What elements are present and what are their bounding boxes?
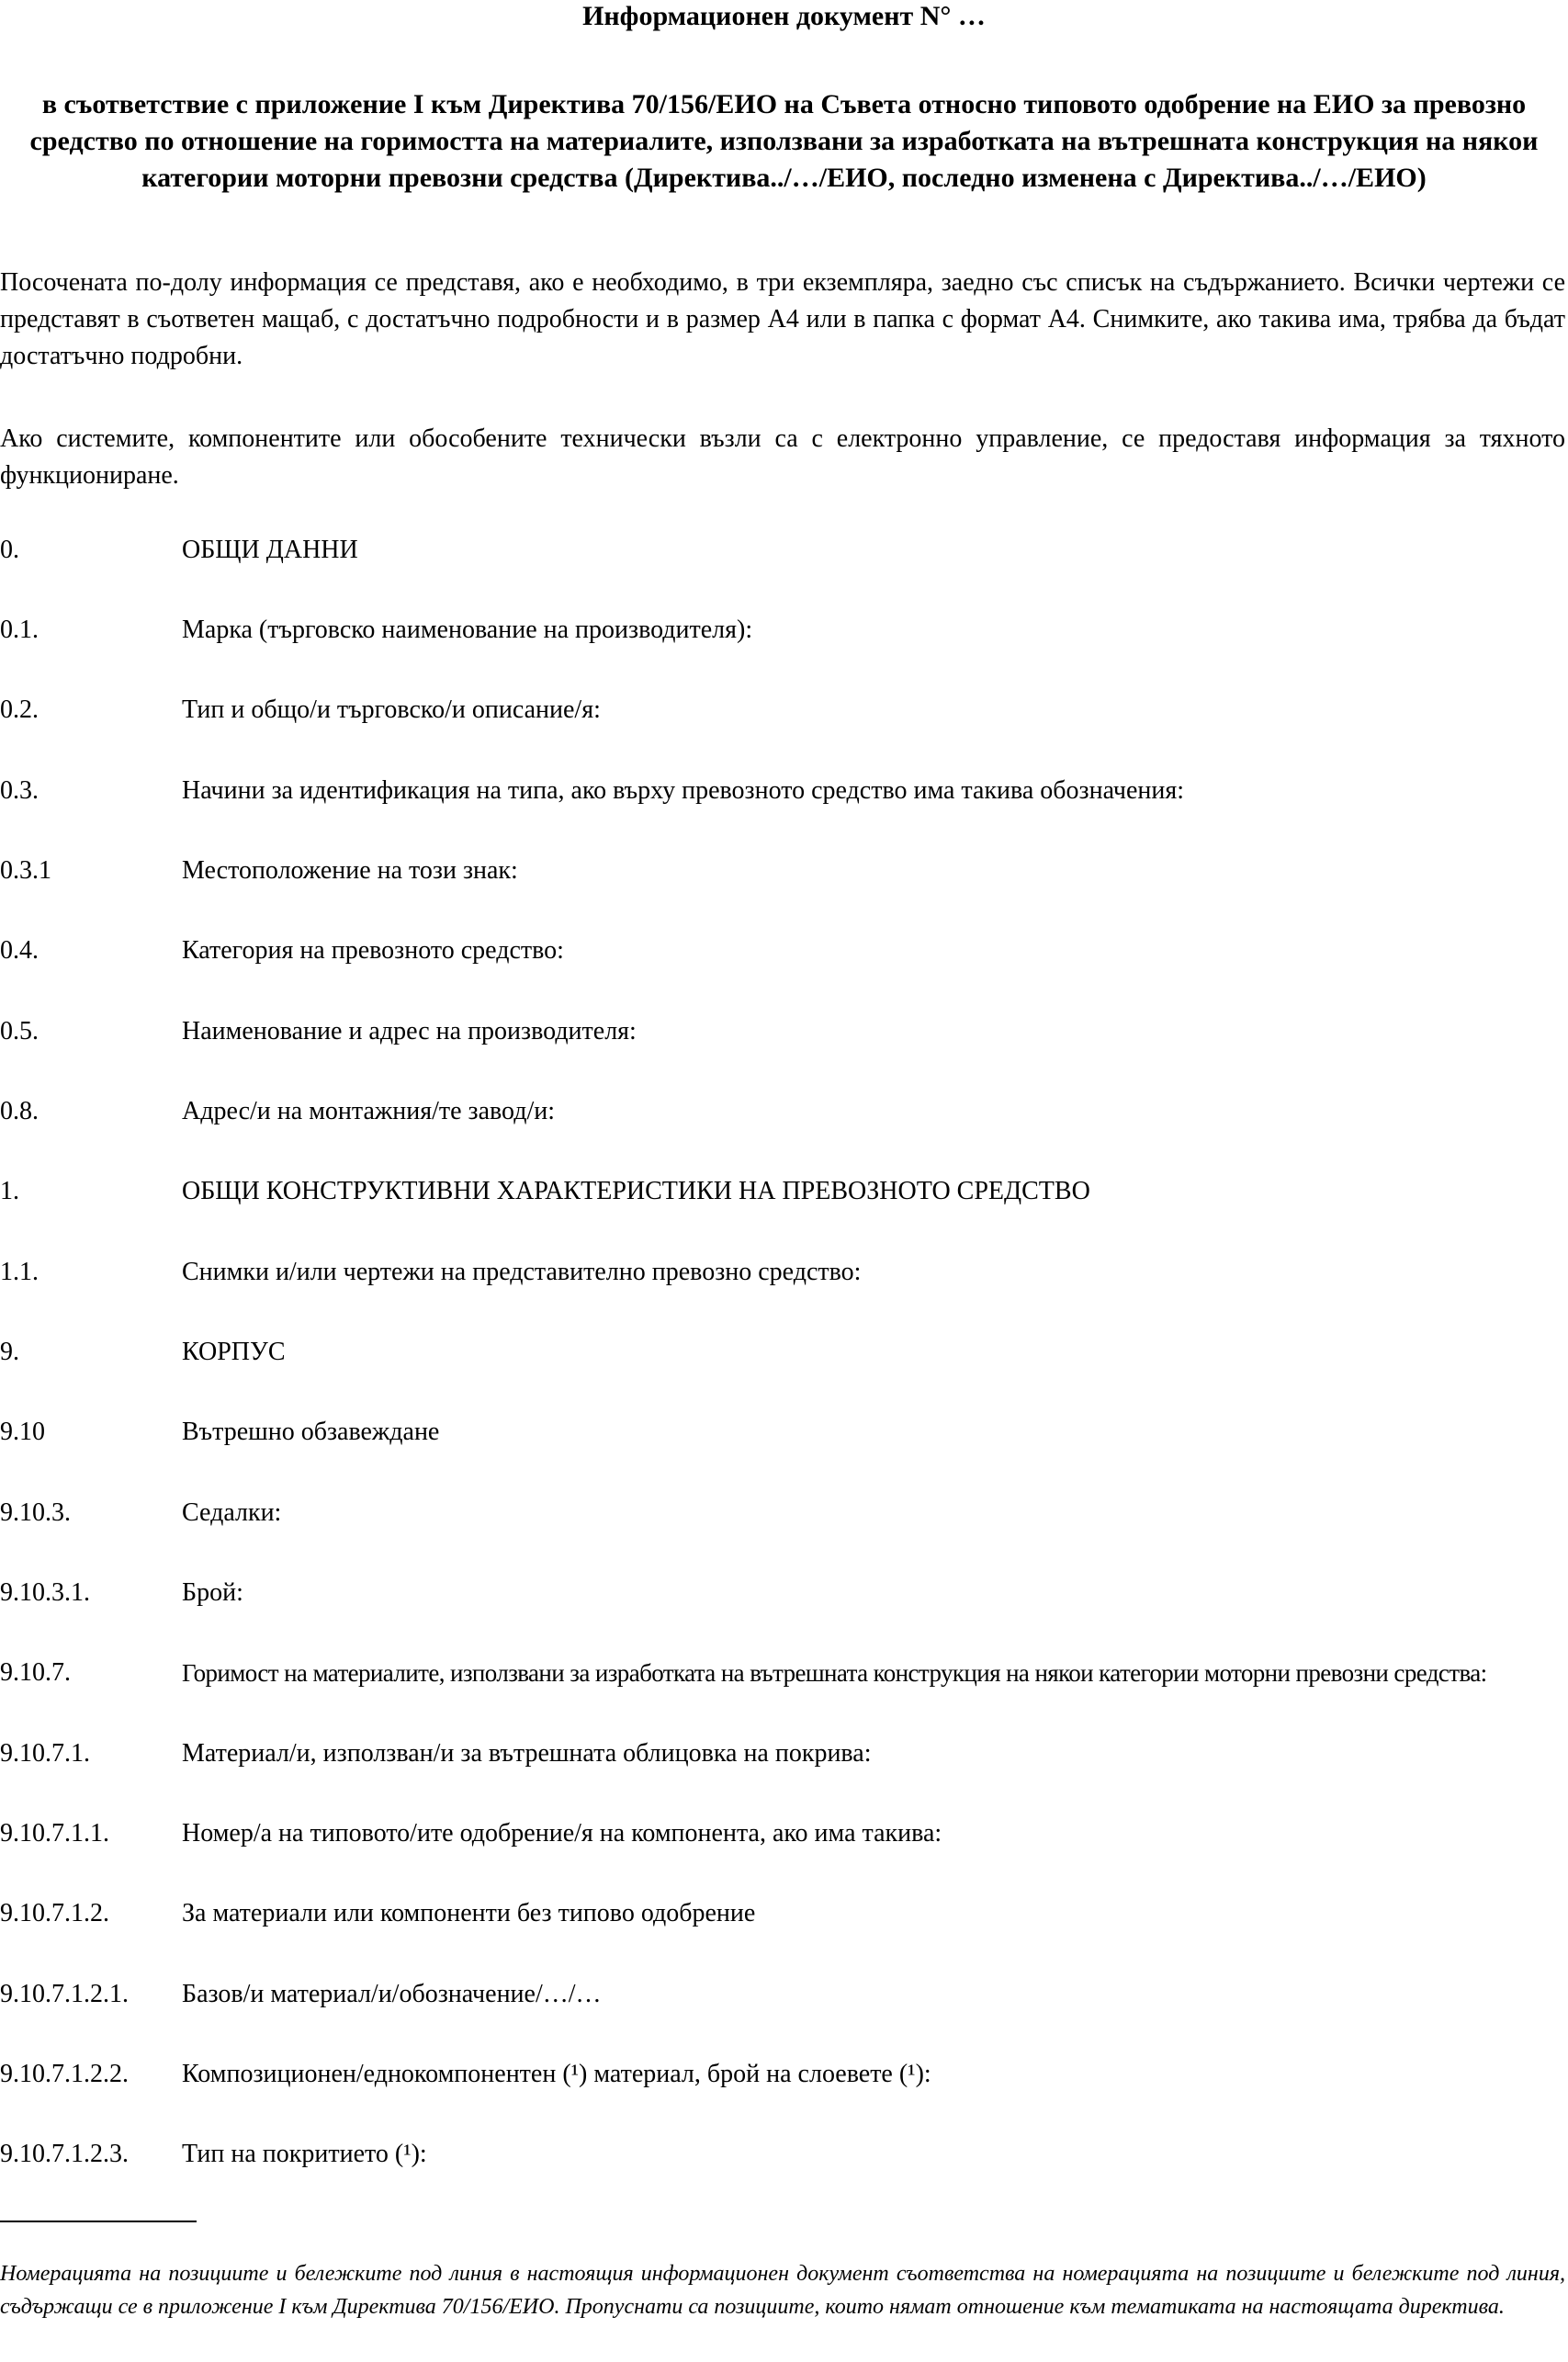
list-item [0, 1735, 1568, 1772]
item-text: Начини за идентификация на типа, ако върху превозното средство има такива обозначения: [182, 776, 1185, 805]
item-number: 1.1. [0, 1258, 39, 1286]
list-item [0, 932, 1568, 969]
list-item [0, 2056, 1568, 2093]
item-text: КОРПУС [182, 1338, 286, 1366]
intro-paragraph: Посочената по-долу информация се представя, ако е необходимо, в три екземпляра, заедно със списък на съдържанието. Всички чертежи се представят в съответен мащаб, с достатъчно подробности и в размер А4 или в папка с формат А4. Снимките, ако такива има, трябва да бъдат достатъчно подробни. [0, 268, 1565, 370]
list-item [0, 612, 1568, 649]
item-number: 9.10.7.1.2.3. [0, 2140, 129, 2168]
item-number: 9.10.7.1.2.1. [0, 1980, 129, 2008]
list-item [0, 2136, 1568, 2173]
footnote-divider [0, 2221, 197, 2222]
footnote-text: Номерацията на позициите и бележките под линия в настоящия информационен документ съответства на номерацията на позициите и бележките под линия, съдържащи се в приложение I към Директива 70/156/ЕИО. Пропуснати са позициите, които нямат отношение към тематиката на настоящата директива. [0, 2262, 1565, 2319]
list-item [0, 1254, 1568, 1291]
list-item [0, 692, 1568, 729]
document-title: Информационен документ N° … [582, 1, 986, 31]
item-number: 0. [0, 536, 19, 564]
item-number: 0.3.1 [0, 856, 51, 885]
list-item [0, 532, 1568, 569]
electronic-control-paragraph: Ако системите, компонентите или обособените технически възли са с електронно управление, се предоставя информация за тяхното функциониране. [0, 424, 1565, 490]
item-text: Марка (търговско наименование на производителя): [182, 616, 753, 644]
item-text: Тип и общо/и търговско/и описание/я: [182, 695, 601, 724]
list-item [0, 1575, 1568, 1611]
item-number: 9.10.7.1.2. [0, 1899, 109, 1927]
item-text: Базов/и материал/и/обозначение/…/… [182, 1980, 602, 2008]
item-number: 0.1. [0, 616, 39, 644]
document-subtitle: в съответствие с приложение I към Директива 70/156/ЕИО на Съвета относно типовото одобрение на ЕИО за превозно средство по отношение на горимостта на материалите, използвани за изработката на вътрешната конструкция на някои категории моторни превозни средства (Директива../…/ЕИО, последно изменена с Директива../…/ЕИО) [29, 89, 1539, 193]
item-text: Адрес/и на монтажния/те завод/и: [182, 1097, 556, 1125]
list-item [0, 1495, 1568, 1531]
item-number: 0.2. [0, 695, 39, 724]
list-item [0, 1093, 1568, 1130]
item-text: Местоположение на този знак: [182, 856, 518, 885]
item-text: Брой: [182, 1578, 243, 1607]
list-item [0, 853, 1568, 889]
item-text: Вътрешно обзавеждане [182, 1418, 440, 1446]
item-number: 0.3. [0, 776, 39, 805]
list-item [0, 773, 1568, 809]
item-text: Номер/а на типовото/ите одобрение/я на компонента, ако има такива: [182, 1819, 942, 1848]
item-number: 0.8. [0, 1097, 39, 1125]
item-number: 9.10.7.1. [0, 1739, 90, 1768]
item-text: Горимост на материалите, използвани за изработката на вътрешната конструкция на някои категории моторни превозни средства: [182, 1659, 1487, 1687]
item-text: ОБЩИ КОНСТРУКТИВНИ ХАРАКТЕРИСТИКИ НА ПРЕВОЗНОТО СРЕДСТВО [182, 1177, 1090, 1205]
item-text: ОБЩИ ДАННИ [182, 536, 358, 564]
list-item [0, 1655, 1568, 1691]
item-number: 9.10.3. [0, 1498, 71, 1527]
item-text: Наименование и адрес на производителя: [182, 1017, 637, 1045]
item-number: 9.10 [0, 1418, 45, 1446]
item-number: 9.10.7.1.1. [0, 1819, 109, 1848]
list-item [0, 1895, 1568, 1932]
list-item [0, 1976, 1568, 2013]
item-text: За материали или компоненти без типово одобрение [182, 1899, 756, 1927]
list-item [0, 1414, 1568, 1451]
item-text: Тип на покритието (¹): [182, 2140, 427, 2168]
item-number: 0.5. [0, 1017, 39, 1045]
list-item [0, 1173, 1568, 1210]
item-number: 9.10.7.1.2.2. [0, 2060, 129, 2088]
item-text: Снимки и/или чертежи на представително превозно средство: [182, 1258, 862, 1286]
list-item [0, 1013, 1568, 1050]
item-text: Категория на превозното средство: [182, 936, 564, 965]
item-number: 9.10.3.1. [0, 1578, 90, 1607]
list-item [0, 1334, 1568, 1371]
item-text: Материал/и, използван/и за вътрешната облицовка на покрива: [182, 1739, 872, 1768]
item-number: 1. [0, 1177, 19, 1205]
item-text: Композиционен/еднокомпонентен (¹) материал, брой на слоевете (¹): [182, 2060, 931, 2088]
item-text: Седалки: [182, 1498, 282, 1527]
item-number: 9.10.7. [0, 1658, 71, 1687]
item-number: 0.4. [0, 936, 39, 965]
list-item [0, 1815, 1568, 1852]
item-number: 9. [0, 1338, 19, 1366]
